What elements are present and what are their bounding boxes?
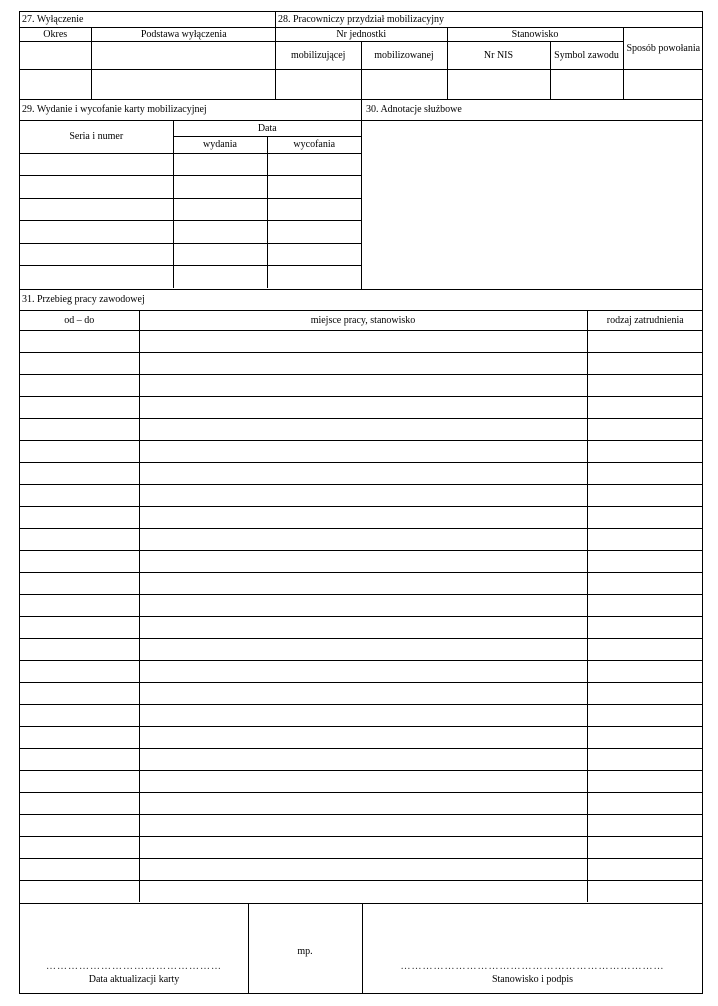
rodzaj-zatrudnienia-cell[interactable] (587, 792, 703, 814)
karta-row (20, 265, 361, 288)
date-update-label: Data aktualizacji karty (88, 974, 180, 985)
wydania-cell[interactable] (173, 153, 267, 175)
przebieg-row (20, 330, 703, 352)
seria-numer-cell[interactable] (20, 221, 173, 243)
rodzaj-zatrudnienia-cell[interactable] (587, 814, 703, 836)
od-do-cell[interactable] (20, 682, 139, 704)
rodzaj-zatrudnienia-cell[interactable] (587, 682, 703, 704)
przebieg-row (20, 528, 703, 550)
od-do-cell[interactable] (20, 814, 139, 836)
rodzaj-zatrudnienia-cell[interactable] (587, 396, 703, 418)
miejsce-pracy-cell[interactable] (139, 704, 587, 726)
od-do-cell[interactable] (20, 484, 139, 506)
rodzaj-zatrudnienia-cell[interactable] (587, 880, 703, 902)
signature-dotted-line[interactable]: ……………………………………………………………… (400, 961, 665, 972)
form-page (19, 11, 703, 994)
przebieg-row (20, 814, 703, 836)
seria-numer-cell[interactable] (20, 153, 173, 175)
miejsce-pracy-header: miejsce pracy, stanowisko (139, 310, 587, 330)
signature-box (362, 904, 703, 994)
wydania-cell[interactable] (173, 243, 267, 265)
section-28-przydzial (276, 12, 703, 99)
od-do-cell[interactable] (20, 572, 139, 594)
przebieg-row (20, 836, 703, 858)
miejsce-pracy-cell[interactable] (139, 418, 587, 440)
section-27-wylaczenie (20, 12, 276, 99)
adnotacje-area[interactable] (362, 120, 703, 289)
section-29-title: 29. Wydanie i wycofanie karty mobilizacyjnej (20, 100, 361, 120)
miejsce-pracy-cell[interactable] (139, 440, 587, 462)
wydania-cell[interactable] (173, 265, 267, 288)
miejsce-pracy-cell[interactable] (139, 330, 587, 352)
od-do-cell[interactable] (20, 836, 139, 858)
seria-numer-header: Seria i numer (20, 120, 173, 153)
karta-row (20, 198, 361, 220)
od-do-cell[interactable] (20, 770, 139, 792)
nr-nis-cell[interactable] (447, 69, 550, 99)
section-27-title: 27. Wyłączenie (20, 12, 276, 27)
rodzaj-zatrudnienia-cell[interactable] (587, 836, 703, 858)
od-do-cell[interactable] (20, 506, 139, 528)
symbol-zawodu-header: Symbol zawodu (550, 41, 623, 69)
od-do-cell[interactable] (20, 352, 139, 374)
wycofania-cell[interactable] (267, 265, 361, 288)
wydania-cell[interactable] (173, 221, 267, 243)
przebieg-row (20, 550, 703, 572)
przebieg-row (20, 374, 703, 396)
miejsce-pracy-cell[interactable] (139, 484, 587, 506)
rodzaj-zatrudnienia-cell[interactable] (587, 660, 703, 682)
miejsce-pracy-cell[interactable] (139, 792, 587, 814)
mobilizujacej-cell[interactable] (276, 69, 361, 99)
sposob-powolania-cell[interactable] (623, 69, 703, 99)
od-do-cell[interactable] (20, 792, 139, 814)
przebieg-row (20, 880, 703, 902)
miejsce-pracy-cell[interactable] (139, 396, 587, 418)
section-31-przebieg-pracy (20, 289, 703, 903)
rodzaj-zatrudnienia-cell[interactable] (587, 704, 703, 726)
section-30-adnotacje (362, 99, 703, 289)
mobilizowanej-header: mobilizowanej (361, 41, 447, 69)
rodzaj-zatrudnienia-cell[interactable] (587, 770, 703, 792)
rodzaj-zatrudnienia-cell[interactable] (587, 572, 703, 594)
miejsce-pracy-cell[interactable] (139, 836, 587, 858)
od-do-cell[interactable] (20, 462, 139, 484)
przebieg-row (20, 396, 703, 418)
seria-numer-cell[interactable] (20, 198, 173, 220)
od-do-cell[interactable] (20, 638, 139, 660)
section-28-title: 28. Pracowniczy przydział mobilizacyjny (276, 12, 703, 27)
miejsce-pracy-cell[interactable] (139, 858, 587, 880)
przebieg-row (20, 440, 703, 462)
rodzaj-zatrudnienia-cell[interactable] (587, 330, 703, 352)
przebieg-row (20, 792, 703, 814)
przebieg-row (20, 418, 703, 440)
miejsce-pracy-cell[interactable] (139, 374, 587, 396)
przebieg-row (20, 748, 703, 770)
miejsce-pracy-cell[interactable] (139, 660, 587, 682)
od-do-cell[interactable] (20, 748, 139, 770)
rodzaj-zatrudnienia-cell[interactable] (587, 440, 703, 462)
miejsce-pracy-cell[interactable] (139, 682, 587, 704)
od-do-cell[interactable] (20, 704, 139, 726)
wydania-header: wydania (173, 137, 267, 153)
od-do-cell[interactable] (20, 726, 139, 748)
od-do-cell[interactable] (20, 858, 139, 880)
rodzaj-zatrudnienia-cell[interactable] (587, 418, 703, 440)
nr-nis-header: Nr NIS (447, 41, 550, 69)
od-do-cell[interactable] (20, 660, 139, 682)
data-header: Data (173, 120, 361, 136)
karta-row (20, 221, 361, 243)
miejsce-pracy-cell[interactable] (139, 770, 587, 792)
od-do-cell[interactable] (20, 374, 139, 396)
od-do-cell[interactable] (20, 880, 139, 902)
nr-jednostki-header: Nr jednostki (276, 27, 447, 41)
seria-numer-cell[interactable] (20, 243, 173, 265)
rodzaj-zatrudnienia-cell[interactable] (587, 462, 703, 484)
przebieg-row (20, 704, 703, 726)
od-do-header: od – do (20, 310, 139, 330)
mobilizujacej-header: mobilizującej (276, 41, 361, 69)
stamp-box (248, 904, 363, 994)
stanowisko-header: Stanowisko (447, 27, 623, 41)
od-do-cell[interactable] (20, 616, 139, 638)
date-update-box (20, 904, 249, 994)
rodzaj-zatrudnienia-cell[interactable] (587, 374, 703, 396)
stamp-label: mp. (297, 946, 313, 957)
miejsce-pracy-cell[interactable] (139, 748, 587, 770)
seria-numer-cell[interactable] (20, 265, 173, 288)
przebieg-row (20, 594, 703, 616)
przebieg-row (20, 484, 703, 506)
przebieg-row (20, 572, 703, 594)
miejsce-pracy-cell[interactable] (139, 462, 587, 484)
miejsce-pracy-cell[interactable] (139, 814, 587, 836)
wycofania-cell[interactable] (267, 243, 361, 265)
rodzaj-zatrudnienia-cell[interactable] (587, 616, 703, 638)
przebieg-row (20, 506, 703, 528)
od-do-cell[interactable] (20, 396, 139, 418)
sposob-powolania-header: Sposób powołania (623, 27, 703, 69)
rodzaj-zatrudnienia-cell[interactable] (587, 484, 703, 506)
przebieg-row (20, 638, 703, 660)
miejsce-pracy-cell[interactable] (139, 638, 587, 660)
karta-row (20, 176, 361, 198)
przebieg-row (20, 682, 703, 704)
wycofania-cell[interactable] (267, 153, 361, 175)
section-31-title: 31. Przebieg pracy zawodowej (20, 290, 703, 310)
rodzaj-zatrudnienia-cell[interactable] (587, 352, 703, 374)
od-do-cell[interactable] (20, 550, 139, 572)
wydania-cell[interactable] (173, 198, 267, 220)
symbol-zawodu-cell[interactable] (550, 69, 623, 99)
footer-signature-area (20, 903, 703, 993)
section-30-title: 30. Adnotacje służbowe (366, 104, 462, 115)
przebieg-row (20, 858, 703, 880)
miejsce-pracy-cell[interactable] (139, 880, 587, 902)
wycofania-header: wycofania (267, 137, 361, 153)
rodzaj-zatrudnienia-cell[interactable] (587, 858, 703, 880)
przebieg-row (20, 726, 703, 748)
rodzaj-zatrudnienia-header: rodzaj zatrudnienia (587, 310, 703, 330)
signature-label: Stanowisko i podpis (491, 974, 574, 985)
od-do-cell[interactable] (20, 528, 139, 550)
przebieg-row (20, 616, 703, 638)
rodzaj-zatrudnienia-cell[interactable] (587, 638, 703, 660)
rodzaj-zatrudnienia-cell[interactable] (587, 550, 703, 572)
miejsce-pracy-cell[interactable] (139, 506, 587, 528)
okres-cell[interactable] (20, 41, 91, 69)
section-29-karta-mobilizacyjna (20, 99, 362, 289)
wycofania-cell[interactable] (267, 176, 361, 198)
przebieg-row (20, 462, 703, 484)
od-do-cell[interactable] (20, 594, 139, 616)
wycofania-cell[interactable] (267, 198, 361, 220)
date-dotted-line[interactable]: ………………………………………… (46, 961, 222, 972)
rodzaj-zatrudnienia-cell[interactable] (587, 594, 703, 616)
przebieg-row (20, 660, 703, 682)
od-do-cell[interactable] (20, 418, 139, 440)
podstawa-cell[interactable] (91, 41, 276, 69)
rodzaj-zatrudnienia-cell[interactable] (587, 748, 703, 770)
rodzaj-zatrudnienia-cell[interactable] (587, 528, 703, 550)
seria-numer-cell[interactable] (20, 176, 173, 198)
miejsce-pracy-cell[interactable] (139, 528, 587, 550)
miejsce-pracy-cell[interactable] (139, 726, 587, 748)
miejsce-pracy-cell[interactable] (139, 572, 587, 594)
od-do-cell[interactable] (20, 330, 139, 352)
wydania-cell[interactable] (173, 176, 267, 198)
miejsce-pracy-cell[interactable] (139, 616, 587, 638)
miejsce-pracy-cell[interactable] (139, 594, 587, 616)
przebieg-row (20, 352, 703, 374)
podstawa-cell[interactable] (91, 69, 276, 99)
miejsce-pracy-cell[interactable] (139, 352, 587, 374)
przebieg-row (20, 770, 703, 792)
wycofania-cell[interactable] (267, 221, 361, 243)
col-podstawa-header: Podstawa wyłączenia (91, 27, 276, 41)
karta-row (20, 153, 361, 175)
karta-row (20, 243, 361, 265)
miejsce-pracy-cell[interactable] (139, 550, 587, 572)
rodzaj-zatrudnienia-cell[interactable] (587, 506, 703, 528)
col-okres-header: Okres (20, 27, 91, 41)
od-do-cell[interactable] (20, 440, 139, 462)
okres-cell[interactable] (20, 69, 91, 99)
mobilizowanej-cell[interactable] (361, 69, 447, 99)
rodzaj-zatrudnienia-cell[interactable] (587, 726, 703, 748)
